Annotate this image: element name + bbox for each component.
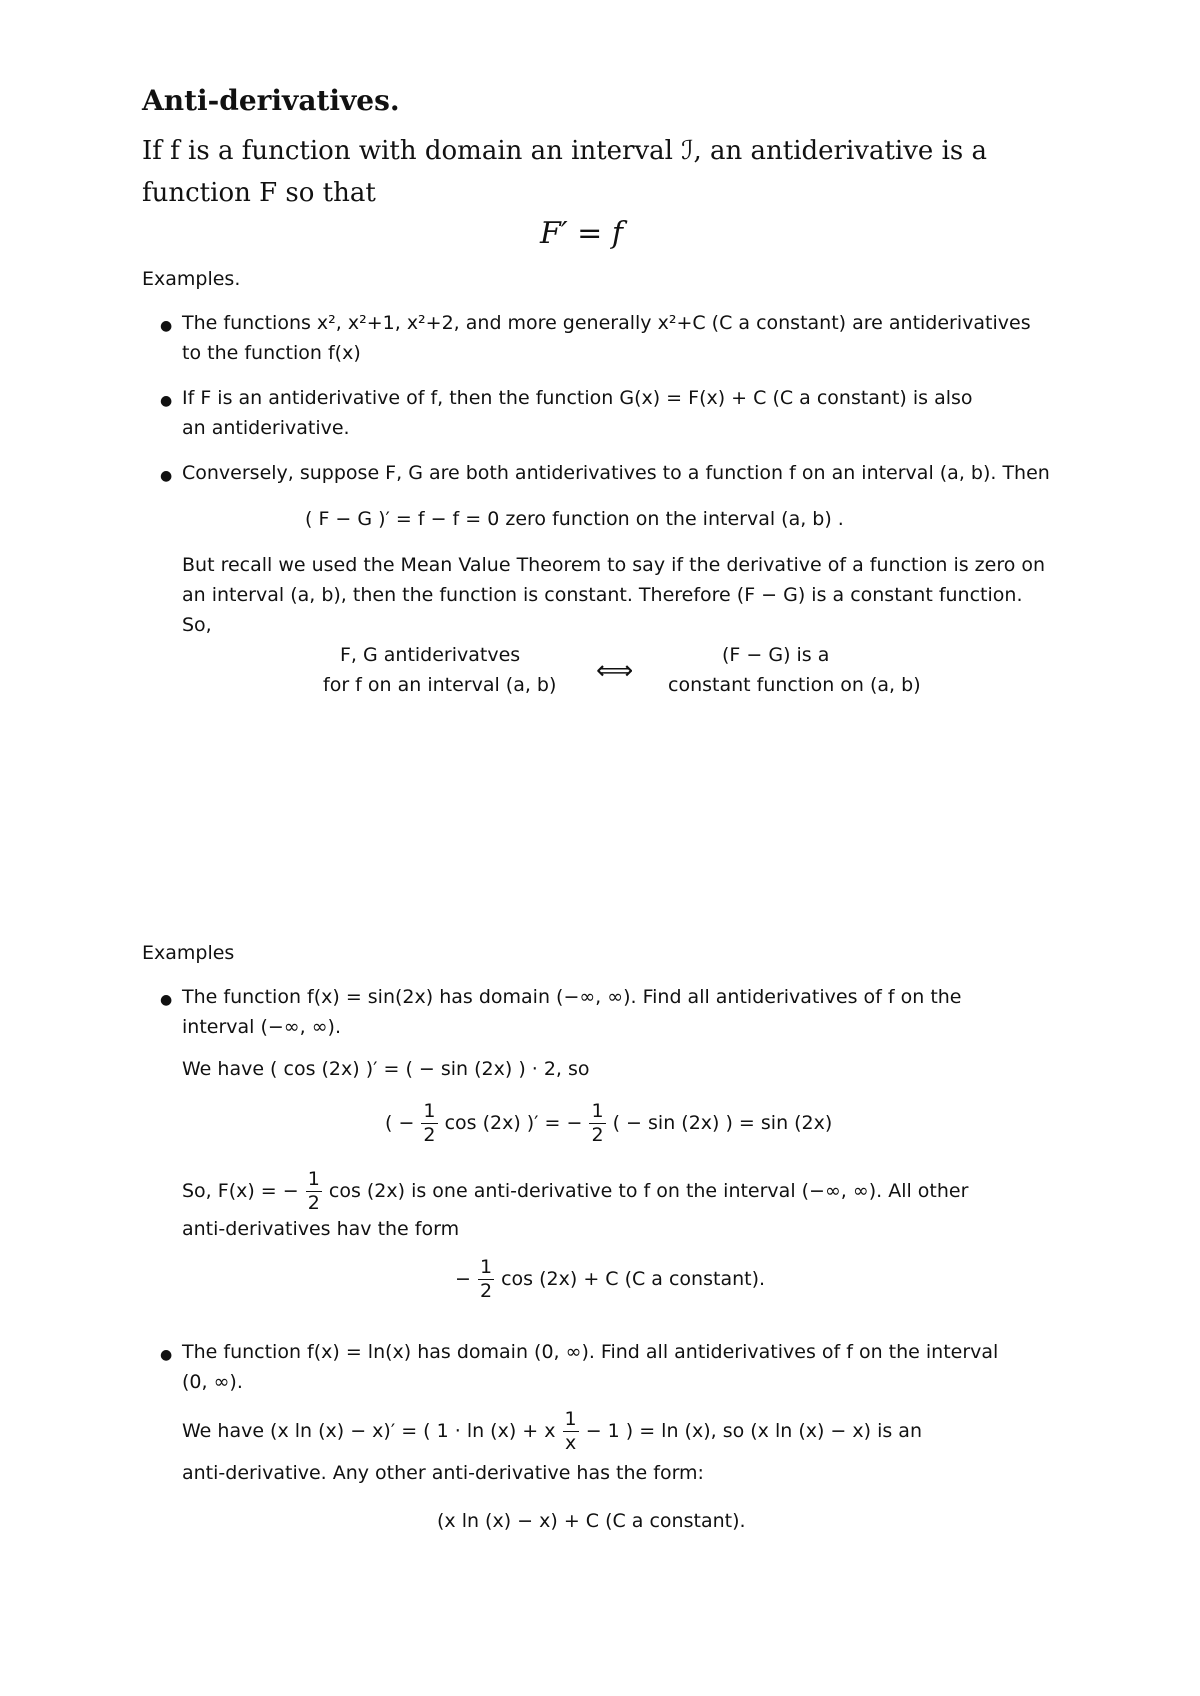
fraction: $\frac{1}{2}$	[423, 1100, 436, 1146]
intro-formula: F′ = f	[540, 216, 623, 251]
example-3-formula: ( F − G )′ = f − f = 0 zero function on the interval (a, b) .	[305, 508, 844, 530]
example-5-general: (x ln (x) − x) + C (C a constant).	[437, 1510, 746, 1532]
intro-line-1: If f is a function with domain an interval ℐ, an antiderivative is a	[142, 136, 987, 166]
equiv-right-line-1: (F − G) is a	[722, 644, 830, 666]
bullet-icon: ●	[160, 393, 173, 409]
bullet-icon: ●	[160, 318, 173, 334]
example-5-line-2: (0, ∞).	[182, 1371, 243, 1393]
example-5-line-4: anti-derivative. Any other anti-derivative has the form:	[182, 1462, 704, 1484]
example-5-line-1: The function f(x) = ln(x) has domain (0, ∞). Find all antiderivatives of f on the interval	[182, 1341, 999, 1363]
bullet-icon: ●	[160, 1347, 173, 1363]
fraction: $\frac{1}{2}$	[591, 1100, 604, 1146]
fraction: $\frac{1}{2}$	[307, 1168, 320, 1214]
example-3-text-1: But recall we used the Mean Value Theorem to say if the derivative of a function is zero on	[182, 554, 1046, 576]
example-4-so-line-2: anti-derivatives hav the form	[182, 1218, 460, 1240]
equiv-right-line-2: constant function on (a, b)	[668, 674, 921, 696]
example-1-line-2: to the function f(x)	[182, 342, 361, 364]
formula-part: ( − sin (2x) ) = sin (2x)	[612, 1112, 833, 1134]
equivalence-icon: ⟺	[596, 656, 634, 686]
bullet-icon: ●	[160, 468, 173, 484]
examples-heading-2: Examples	[142, 942, 235, 964]
equiv-left-line-2: for f on an interval (a, b)	[323, 674, 557, 696]
example-4-line-1: The function f(x) = sin(2x) has domain (−∞, ∞). Find all antiderivatives of f on the	[182, 986, 962, 1008]
example-4-formula	[385, 1102, 832, 1145]
fraction: $\frac{1}{2}$	[479, 1256, 493, 1302]
example-4-line-2: interval (−∞, ∞).	[182, 1016, 341, 1038]
example-3-text-2: an interval (a, b), then the function is constant. Therefore (F − G) is a constant function.	[182, 584, 1023, 606]
example-4-general: − $\frac{1}{2}$ cos (2x) + C (C a constant).	[455, 1256, 766, 1302]
page-title: Anti-derivatives.	[142, 84, 400, 117]
equiv-left-line-1: F, G antiderivatves	[340, 644, 521, 666]
bullet-icon: ●	[160, 992, 173, 1008]
example-3-text-3: So,	[182, 614, 212, 636]
example-2-line-2: an antiderivative.	[182, 417, 350, 439]
formula-part: ( −	[385, 1112, 415, 1134]
example-1-line-1: The functions x², x²+1, x²+2, and more generally x²+C (C a constant) are antiderivatives	[182, 312, 1031, 334]
intro-line-2: function F so that	[142, 178, 376, 208]
example-5-have: We have (x ln (x) − x)′ = ( 1 · ln (x) + x $\frac{1}{x}$ − 1 ) = ln (x), so (x ln (x) − x) is an	[182, 1408, 922, 1454]
example-4-so: So, F(x) = − $\frac{1}{2}$ cos (2x) is one anti-derivative to f on the interval (−∞, ∞). All other	[182, 1168, 969, 1214]
example-4-have: We have ( cos (2x) )′ = ( − sin (2x) ) · 2, so	[182, 1058, 590, 1080]
example-3-line-1: Conversely, suppose F, G are both antiderivatives to a function f on an interval (a, b). Then	[182, 462, 1050, 484]
formula-part: cos (2x) )′ = −	[444, 1112, 583, 1134]
example-2-line-1: If F is an antiderivative of f, then the function G(x) = F(x) + C (C a constant) is also	[182, 387, 973, 409]
fraction: $\frac{1}{x}$	[564, 1408, 577, 1454]
examples-heading-1: Examples.	[142, 268, 241, 290]
